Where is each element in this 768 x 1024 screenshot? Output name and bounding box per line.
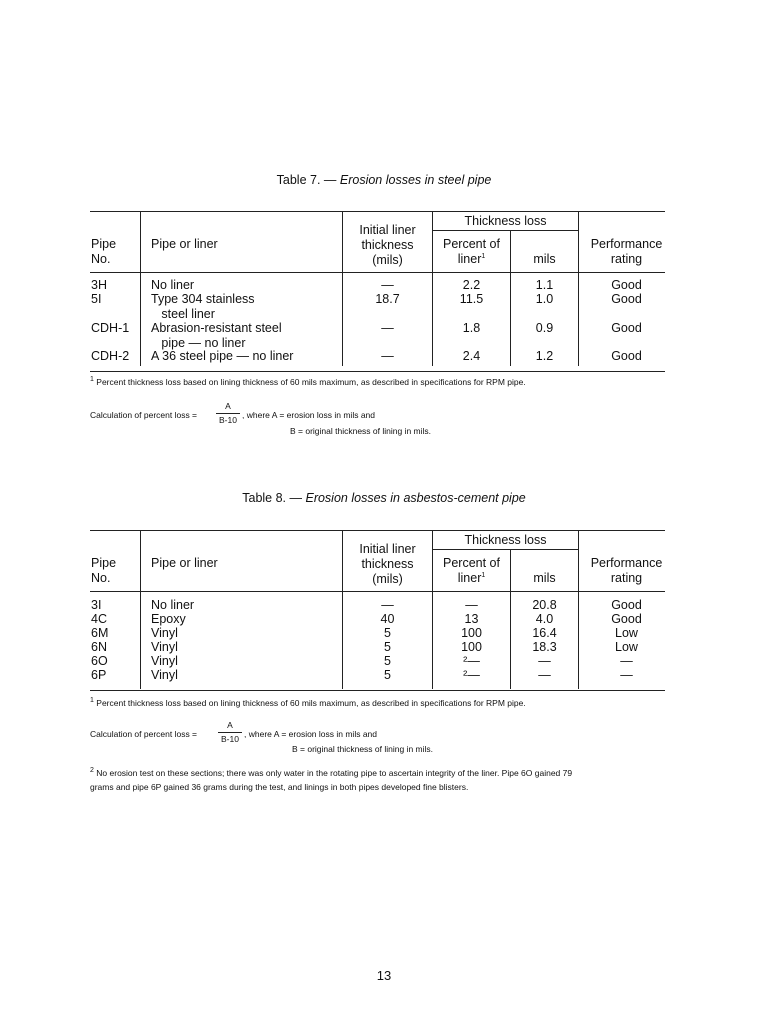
table7-divider — [140, 212, 141, 366]
header-line: thickness — [361, 238, 414, 252]
table8-cell-mils: 20.8 — [532, 598, 557, 612]
table7-calc-denominator: B-10 — [219, 415, 237, 425]
table8-caption — [0, 491, 768, 505]
table7-calc-b: B = original thickness of lining in mils. — [290, 426, 432, 436]
table8-header-pipe-no — [91, 556, 116, 586]
table7-thickness-rule — [432, 230, 578, 231]
table8-cell-initial: 5 — [384, 668, 391, 682]
table7-calc-where: , where A = erosion loss in mils and — [242, 410, 375, 420]
table7-header-thickness-loss: Thickness loss — [464, 214, 547, 228]
table7-cell-no: CDH-2 — [91, 349, 130, 363]
table8-header-mils: mils — [533, 571, 556, 585]
table7-header-initial-liner — [343, 223, 432, 268]
table7-cell-percent: 2.4 — [462, 349, 481, 363]
table8-footnote — [90, 698, 526, 709]
header-line: Initial liner — [359, 223, 416, 237]
table8-cell-percent: 100 — [461, 640, 482, 654]
table7-cell-liner: Abrasion-resistant steel pipe — no liner — [151, 321, 282, 350]
table8-cell-initial: — — [381, 598, 394, 612]
table8-footnote-2 — [90, 768, 572, 779]
table8-cell-rating: Low — [615, 640, 638, 654]
table8-header-percent — [433, 556, 510, 586]
table8-cell-no: 6M — [91, 626, 109, 640]
table7-calc-numerator: A — [225, 401, 231, 411]
table8-cell-no: 4C — [91, 612, 107, 626]
table7-cell-liner: No liner — [151, 278, 195, 292]
header-line: rating — [610, 571, 643, 585]
table8-cell-rating: Good — [611, 612, 642, 626]
table7-footnote — [90, 377, 526, 388]
table8-divider — [140, 531, 141, 689]
table7-calc-label: Calculation of percent loss = — [90, 410, 198, 420]
table7-cell-percent: 1.8 — [462, 321, 481, 335]
table7-caption-prefix: Table 7. — — [276, 173, 340, 187]
table7-cell-rating: Good — [611, 278, 642, 292]
table8-cell-liner: Vinyl — [151, 640, 178, 654]
header-line: Pipe — [91, 237, 117, 251]
table7-cell-liner: A 36 steel pipe — no liner — [151, 349, 294, 363]
footnote-text: Percent thickness loss based on lining thickness of 60 mils maximum, as described in specifications for RPM pipe. — [96, 377, 526, 387]
table8-header-performance — [579, 556, 674, 586]
table7-header-pipe-or-liner: Pipe or liner — [151, 237, 218, 251]
header-text: liner — [457, 571, 482, 585]
table8-cell-no: 6O — [91, 654, 108, 668]
footnote-marker: 1 — [90, 376, 94, 384]
table8-cell-percent: 13 — [464, 612, 479, 626]
header-line: Percent of — [443, 237, 500, 251]
table8-calc-b: B = original thickness of lining in mils. — [292, 744, 434, 754]
header-line: thickness — [361, 557, 414, 571]
table8-cell-no: 6P — [91, 668, 107, 682]
table8-calc-numerator: A — [227, 720, 233, 730]
table8-header-initial-liner — [343, 542, 432, 587]
table7-cell-rating: Good — [611, 292, 642, 306]
table7-bottom-rule — [90, 371, 665, 372]
table8-cell-mils: 16.4 — [532, 626, 557, 640]
table8-cell-initial: 5 — [384, 640, 391, 654]
table8-caption-prefix: Table 8. — — [242, 491, 306, 505]
table7-cell-mils: 1.0 — [535, 292, 554, 306]
header-line: No. — [91, 571, 111, 585]
table8-cell-initial: 5 — [384, 654, 391, 668]
header-line — [433, 252, 510, 267]
table7-cell-no: 3H — [91, 278, 107, 292]
table7-cell-rating: Good — [611, 321, 642, 335]
footnote-marker: 1 — [90, 697, 94, 705]
table8-cell-no: 3I — [91, 598, 102, 612]
table7-cell-rating: Good — [611, 349, 642, 363]
footnote-text: Percent thickness loss based on lining thickness of 60 mils maximum, as described in specifications for RPM pipe. — [96, 698, 526, 708]
table7-cell-mils: 1.2 — [535, 349, 554, 363]
table7-cell-percent: 2.2 — [462, 278, 481, 292]
header-line: Performance — [590, 237, 663, 251]
table8-cell-initial: 5 — [384, 626, 391, 640]
table8-cell-liner: Epoxy — [151, 612, 186, 626]
table7-caption-title: Erosion losses in steel pipe — [339, 173, 492, 187]
table8-cell-percent: ²— — [463, 668, 480, 682]
table8-cell-liner: Vinyl — [151, 668, 178, 682]
table8-cell-mils: — — [538, 668, 551, 682]
table8-header-pipe-or-liner: Pipe or liner — [151, 556, 218, 570]
table8-cell-rating: — — [620, 654, 633, 668]
table8-cell-rating: Low — [615, 626, 638, 640]
table7-cell-initial: 18.7 — [375, 292, 400, 306]
table8-cell-percent: 100 — [461, 626, 482, 640]
header-line: No. — [91, 252, 111, 266]
header-line: (mils) — [372, 253, 403, 267]
table8-cell-no: 6N — [91, 640, 107, 654]
page-number: 13 — [376, 968, 392, 983]
table8-cell-rating: Good — [611, 598, 642, 612]
footnote-text: No erosion test on these sections; there was only water in the rotating pipe to ascertain integrity of the liner. Pipe 6O gained 79 — [96, 768, 573, 778]
table8-cell-liner: Vinyl — [151, 626, 178, 640]
table7-cell-initial: — — [381, 278, 394, 292]
table7-calc-fraction-bar — [216, 413, 240, 414]
table7-cell-mils: 0.9 — [535, 321, 554, 335]
header-line: Percent of — [443, 556, 500, 570]
footnote-marker: 1 — [481, 252, 486, 260]
table7-cell-initial: — — [381, 321, 394, 335]
table8-calc-where: , where A = erosion loss in mils and — [244, 729, 377, 739]
header-line — [433, 571, 510, 586]
table8-cell-percent: — — [465, 598, 478, 612]
table8-calc-denominator: B-10 — [221, 734, 239, 744]
table8-cell-liner: No liner — [151, 598, 195, 612]
header-text: liner — [457, 252, 482, 266]
header-line: Pipe — [91, 556, 117, 570]
table8-calc-fraction-bar — [218, 732, 242, 733]
table7-cell-no: CDH-1 — [91, 321, 130, 335]
table8-calc-label: Calculation of percent loss = — [90, 729, 198, 739]
table8-footnote-2-cont: grams and pipe 6P gained 36 grams during the test, and linings in both pipes developed fine blisters. — [90, 782, 469, 792]
table7-header-pipe-no — [91, 237, 116, 267]
table8-cell-mils: — — [538, 654, 551, 668]
table7-cell-liner: Type 304 stainless steel liner — [151, 292, 255, 321]
table8-cell-mils: 4.0 — [535, 612, 554, 626]
header-line: (mils) — [372, 572, 403, 586]
table8-cell-liner: Vinyl — [151, 654, 178, 668]
table8-cell-initial: 40 — [380, 612, 395, 626]
header-line: rating — [610, 252, 643, 266]
header-line: Performance — [590, 556, 663, 570]
table7-cell-initial: — — [381, 349, 394, 363]
table7-cell-percent: 11.5 — [459, 292, 484, 306]
footnote-marker: 1 — [481, 571, 486, 579]
table8-header-thickness-loss: Thickness loss — [464, 533, 547, 547]
table7-header-mils: mils — [533, 252, 556, 266]
table7-cell-mils: 1.1 — [535, 278, 554, 292]
table8-thickness-rule — [432, 549, 578, 550]
table7-header-percent — [433, 237, 510, 267]
table7-caption — [0, 173, 768, 187]
table8-cell-mils: 18.3 — [532, 640, 557, 654]
table7-header-performance — [579, 237, 674, 267]
table7-cell-no: 5I — [91, 292, 102, 306]
header-line: Initial liner — [359, 542, 416, 556]
footnote-marker: 2 — [90, 767, 94, 775]
table8-cell-rating: — — [620, 668, 633, 682]
table8-caption-title: Erosion losses in asbestos-cement pipe — [305, 491, 526, 505]
table8-bottom-rule — [90, 690, 665, 691]
table8-cell-percent: ²— — [463, 654, 480, 668]
